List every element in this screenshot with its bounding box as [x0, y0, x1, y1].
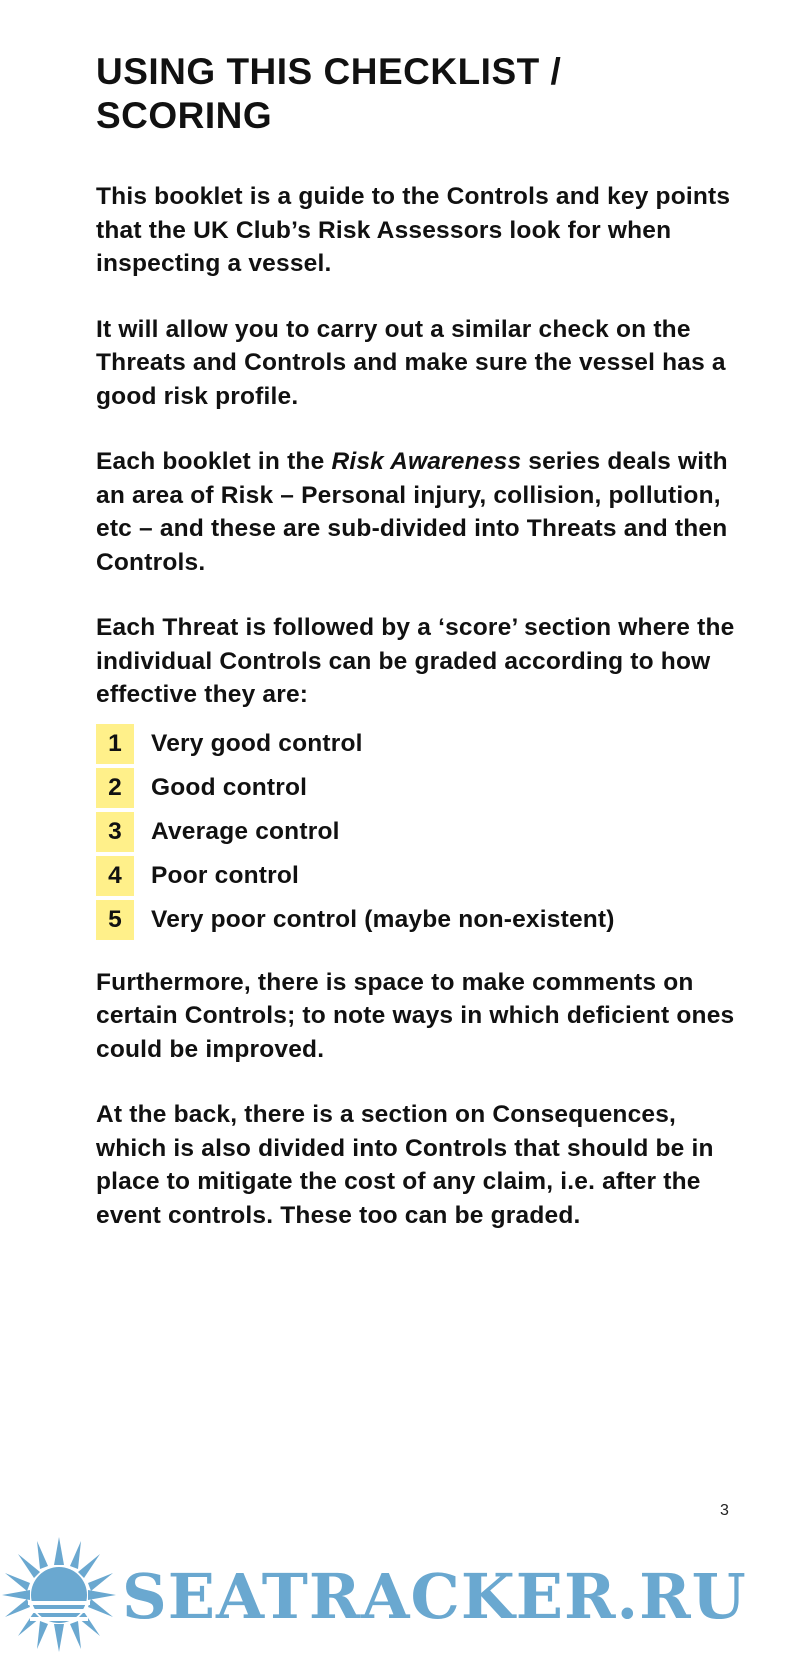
consequences-paragraph: At the back, there is a section on Consequences, which is also divided into Controls that should be in place to mitigate the cost of any claim, i.e. after the event controls. These too can be graded. — [96, 1101, 714, 1229]
watermark-text: SEATRACKER.RU — [122, 1560, 747, 1633]
sun-icon — [0, 1535, 118, 1654]
score-item — [96, 724, 746, 764]
check-paragraph: It will allow you to carry out a similar check on the Threats and Controls and make sure the vessel has a good risk profile. — [96, 315, 726, 410]
score-number-badge: 3 — [96, 812, 134, 852]
page-number: 3 — [720, 1502, 729, 1519]
score-label: Good control — [151, 773, 308, 801]
score-list — [96, 724, 746, 940]
score-label: Average control — [151, 817, 340, 845]
intro-paragraph: This booklet is a guide to the Controls and key points that the UK Club’s Risk Assessors look for when inspecting a vessel. — [96, 183, 731, 277]
series-text-before: Each booklet in the — [96, 448, 332, 475]
series-text-after: series deals with an area of Risk – Personal injury, collision, pollution, etc – and these are sub-divided into Threats and then Controls. — [96, 448, 728, 576]
score-label: Very good control — [151, 729, 363, 757]
score-number-badge: 4 — [96, 856, 134, 896]
score-item — [96, 900, 746, 940]
page-title: USING THIS CHECKLIST / SCORING — [96, 51, 562, 136]
score-number-badge: 5 — [96, 900, 134, 940]
score-number-badge: 1 — [96, 724, 134, 764]
series-name: Risk Awareness — [331, 448, 522, 475]
score-item — [96, 768, 746, 808]
series-paragraph — [96, 445, 746, 579]
comments-paragraph: Furthermore, there is space to make comments on certain Controls; to note ways in which deficient ones could be improved. — [96, 968, 735, 1063]
score-intro-paragraph: Each Threat is followed by a ‘score’ section where the individual Controls can be graded according to how effective they are: — [96, 614, 735, 708]
watermark-logo — [0, 1535, 788, 1654]
score-number-badge: 2 — [96, 768, 134, 808]
score-item — [96, 856, 746, 896]
score-label: Very poor control (maybe non-existent) — [151, 905, 615, 933]
score-item — [96, 812, 746, 852]
page-content — [96, 50, 746, 1232]
score-label: Poor control — [151, 861, 300, 889]
